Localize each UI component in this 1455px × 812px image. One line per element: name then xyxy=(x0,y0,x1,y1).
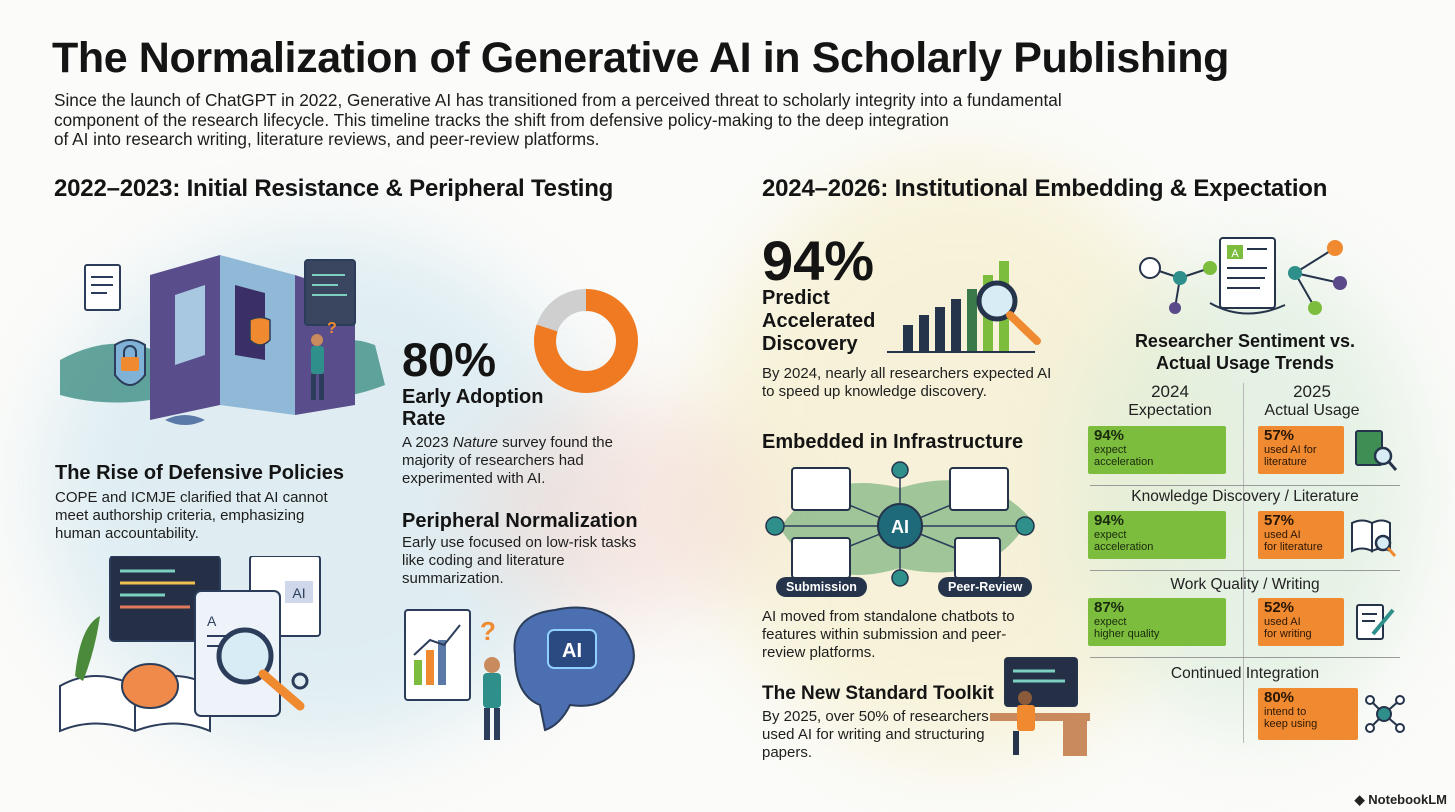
adoption-label-line: Early Adoption xyxy=(402,386,544,408)
toolkit-title: The New Standard Toolkit xyxy=(762,683,994,704)
adoption-text-journal: Nature xyxy=(452,434,498,451)
row2-exp-sub: expect xyxy=(1094,529,1127,541)
adoption-donut-chart xyxy=(533,288,639,394)
row4-use-pct: 80% xyxy=(1264,689,1295,706)
ai-hub-label: AI xyxy=(891,517,909,537)
tablet-document-letter: A xyxy=(207,613,217,629)
predict-label-line: Discovery xyxy=(762,333,858,355)
row1-use-sub: literature xyxy=(1264,456,1307,468)
trends-table-title-line: Actual Usage Trends xyxy=(1155,353,1335,373)
row2-expectation-box xyxy=(1088,511,1226,559)
column-divider xyxy=(1243,383,1244,743)
row3-exp-sub: expect xyxy=(1094,616,1127,628)
page-title: The Normalization of Generative AI in Scholarly Publishing xyxy=(52,34,1230,82)
row2-usage-box xyxy=(1258,511,1344,559)
row3-use-sub: used AI xyxy=(1264,616,1301,628)
row2-label: Knowledge Discovery / Literature xyxy=(1131,488,1359,505)
predict-label xyxy=(762,287,875,356)
row-divider xyxy=(1090,657,1400,658)
adoption-text-part: A 2023 xyxy=(402,434,453,451)
col-2025-header xyxy=(1252,382,1372,420)
intro-line: Since the launch of ChatGPT in 2022, Generative AI has transitioned from a perceived threat to scholarly integrity into a fundamental xyxy=(54,90,1062,110)
network-node-icon xyxy=(1362,692,1406,736)
intro-text xyxy=(54,91,1174,150)
row-divider xyxy=(1090,570,1400,571)
row4-usage-box xyxy=(1258,688,1358,740)
intro-line: component of the research lifecycle. This timeline tracks the shift from defensive policy-making to the deep integration xyxy=(54,109,949,130)
notebooklm-label: NotebookLM xyxy=(1368,792,1447,807)
row4-label: Continued Integration xyxy=(1170,665,1320,682)
growth-bars-illustration xyxy=(885,255,1050,355)
notebooklm-footer xyxy=(1355,792,1447,808)
notebooklm-logo-icon: ◆ xyxy=(1354,792,1369,807)
row2-exp-sub: acceleration xyxy=(1094,541,1154,553)
section-heading-right: 2024–2026: Institutional Embedding & Expectation xyxy=(762,175,1328,202)
col-2025-year: 2025 xyxy=(1293,382,1331,401)
toolkit-text: By 2025, over 50% of researchers used AI for writing and structuring papers. xyxy=(762,708,989,761)
submission-pill: Submission xyxy=(776,577,867,597)
predict-stat: 94% xyxy=(762,229,875,292)
row3-usage-box xyxy=(1258,598,1344,646)
svg-text:?: ? xyxy=(480,616,496,646)
defensive-maze-illustration xyxy=(55,235,395,445)
row3-use-pct: 52% xyxy=(1264,599,1295,616)
researcher-desk-illustration xyxy=(985,653,1095,758)
gear-icon xyxy=(293,674,307,688)
row1-usage-box xyxy=(1258,426,1344,474)
row3-exp-pct: 87% xyxy=(1094,599,1125,616)
col-2024-header xyxy=(1110,382,1230,420)
row3-use-sub: for writing xyxy=(1264,628,1312,640)
ai-document-label: AI xyxy=(292,585,306,601)
book-magnifier-icon xyxy=(1353,428,1399,474)
defensive-policies-title: The Rise of Defensive Policies xyxy=(55,462,344,484)
review-window-icon xyxy=(950,468,1008,510)
quill-icon xyxy=(75,616,100,681)
adoption-text-part: survey found the majority of researchers had experimented with AI. xyxy=(402,434,613,487)
submission-window-icon xyxy=(792,468,850,510)
paper-letter: A xyxy=(1231,248,1239,260)
predict-label-line: Predict xyxy=(762,287,830,309)
col-2024-year: 2024 xyxy=(1151,382,1189,401)
svg-text:?: ? xyxy=(327,320,337,337)
ai-brain-label: AI xyxy=(562,640,582,662)
row1-exp-pct: 94% xyxy=(1094,427,1125,444)
row2-use-pct: 57% xyxy=(1264,512,1295,529)
predict-label-line: Accelerated xyxy=(762,310,876,332)
predict-text: By 2024, nearly all researchers expected AI to speed up knowledge discovery. xyxy=(762,365,1052,400)
row4-use-sub: keep using xyxy=(1264,718,1318,730)
research-tools-illustration xyxy=(55,556,375,736)
row4-use-sub: intend to xyxy=(1264,706,1307,718)
row1-exp-sub: acceleration xyxy=(1094,456,1154,468)
embedded-title: Embedded in Infrastructure xyxy=(762,431,1024,453)
trends-table-title xyxy=(1110,330,1380,374)
col-2024-label: Expectation xyxy=(1128,402,1212,419)
row1-use-pct: 57% xyxy=(1264,427,1295,444)
row1-expectation-box xyxy=(1088,426,1226,474)
documents-network-illustration xyxy=(1135,233,1360,323)
lock-icon xyxy=(121,357,139,371)
row2-use-sub: used AI xyxy=(1264,529,1301,541)
row1-exp-sub: expect xyxy=(1094,444,1127,456)
row-divider xyxy=(1090,485,1400,486)
row3-expectation-box xyxy=(1088,598,1226,646)
row3-label: Work Quality / Writing xyxy=(1170,576,1320,593)
row2-exp-pct: 94% xyxy=(1094,512,1125,529)
adoption-label-line: Rate xyxy=(402,408,446,430)
row3-exp-sub: higher quality xyxy=(1094,628,1160,640)
adoption-text xyxy=(402,434,657,488)
row2-use-sub: for literature xyxy=(1264,541,1323,553)
row1-use-sub: used AI for xyxy=(1264,444,1317,456)
defensive-policies-text: COPE and ICMJE clarified that AI cannot meet authorship criteria, emphasizing human accountability. xyxy=(55,489,328,542)
peer-review-pill: Peer-Review xyxy=(938,577,1032,597)
document-pen-icon xyxy=(1353,600,1397,644)
section-heading-left: 2022–2023: Initial Resistance & Peripheral Testing xyxy=(54,175,614,202)
adoption-stat: 80% xyxy=(402,333,497,386)
peripheral-title: Peripheral Normalization xyxy=(402,510,638,532)
intro-line: of AI into research writing, literature reviews, and peer-review platforms. xyxy=(54,129,600,149)
col-2025-label: Actual Usage xyxy=(1264,402,1360,419)
peripheral-text: Early use focused on low-risk tasks like coding and literature summarization. xyxy=(402,534,637,587)
adoption-label xyxy=(402,386,543,430)
trends-table-title-line: Researcher Sentiment vs. xyxy=(1134,331,1356,351)
open-book-magnifier-icon xyxy=(1350,513,1398,559)
person-ai-brain-illustration xyxy=(400,600,650,750)
embedded-text: AI moved from standalone chatbots to features within submission and peer-review platforms. xyxy=(762,608,1015,661)
brain-icon xyxy=(122,664,178,708)
